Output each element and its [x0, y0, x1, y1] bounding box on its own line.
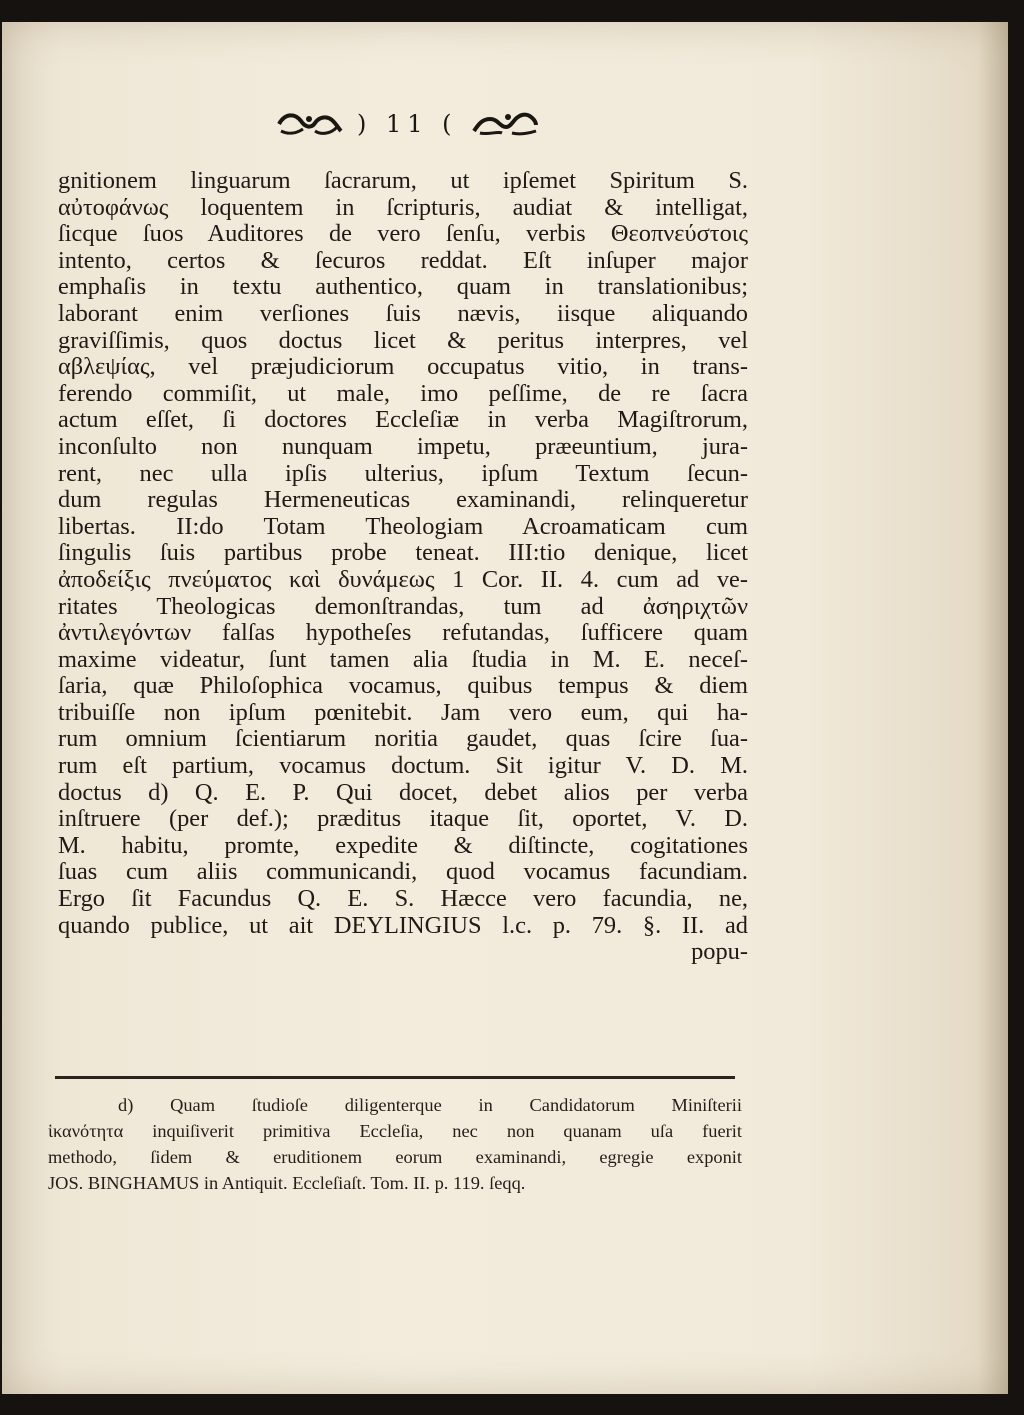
text-line: ἀντιλεγόντων falſas hypotheſes refutandas, ſufficere quam [58, 619, 748, 647]
text-line: tribuiſſe non ipſum pœnitebit. Jam vero eum, qui ha- [58, 698, 748, 726]
text-line: ἀποδείξις πνεύματος καὶ δυνάμεως 1 Cor. II. 4. cum ad ve- [58, 565, 748, 593]
text-line: inſtruere (per def.); præditus itaque ſit, oportet, V. D. [58, 805, 748, 833]
text-line: laborant enim verſiones ſuis nævis, iisque aliquando [58, 299, 748, 327]
text-line: ritates Theologicas demonſtrandas, tum ad ἀσηριχτῶν [58, 592, 748, 620]
text-line: dum regulas Hermeneuticas examinandi, relinqueretur [58, 486, 748, 514]
footnote-line: JOS. BINGHAMUS in Antiquit. Eccleſiaſt. Tom. II. p. 119. ſeqq. [48, 1173, 526, 1193]
catchword: popu- [691, 938, 748, 966]
text-line: ſicque ſuos Auditores de vero ſenſu, verbis Θεοπνεύστοις [58, 220, 748, 248]
text-line: quando publice, ut ait DEYLINGIUS l.c. p. 79. §. II. ad [58, 911, 748, 939]
text-line: M. habitu, promte, expedite & diſtincte, cogitationes [58, 831, 748, 859]
text-line: libertas. II:do Totam Theologiam Acroamaticam cum [58, 512, 748, 540]
text-line: ferendo commiſit, ut male, imo peſſime, de re ſacra [58, 379, 748, 407]
page-edge-shadow [978, 22, 1008, 1394]
footnote-line: methodo, ſidem & eruditionem eorum examinandi, egregie exponit [48, 1147, 742, 1167]
text-line: emphaſis in textu authentico, quam in translationibus; [58, 273, 748, 301]
footnote-separator-rule [55, 1076, 735, 1079]
left-ornament-icon [275, 111, 343, 137]
text-line: graviſſimis, quos doctus licet & peritus interpres, vel [58, 326, 748, 354]
text-line: gnitionem linguarum ſacrarum, ut ipſemet Spiritum S. [58, 167, 748, 194]
text-line: intento, certos & ſecuros reddat. Eſt inſuper major [58, 246, 748, 274]
text-line: rum eſt partium, vocamus doctum. Sit igitur V. D. M. [58, 752, 748, 780]
text-line: ſuas cum aliis communicandi, quod vocamus facundiam. [58, 858, 748, 886]
footnote-block [48, 1092, 742, 1196]
footnote-line: d) Quam ſtudioſe diligenterque in Candidatorum Miniſterii [118, 1095, 742, 1115]
page-number: ) 11 ( [357, 110, 458, 138]
main-text-block [58, 168, 748, 966]
text-line: αὐτοφάνως loquentem in ſcripturis, audiat & intelligat, [58, 193, 748, 221]
text-line: αβλεψίας, vel præjudiciorum occupatus vitio, in trans- [58, 353, 748, 381]
text-line: actum eſſet, ſi doctores Eccleſiæ in verba Magiſtrorum, [58, 406, 748, 434]
text-line: Ergo ſit Facundus Q. E. S. Hæcce vero facundia, ne, [58, 885, 748, 913]
running-header [275, 110, 575, 138]
footnote-line: ἱκανότητα inquiſiverit primitiva Eccleſia, nec non quanam uſa fuerit [48, 1121, 742, 1141]
text-line: ſaria, quæ Philoſophica vocamus, quibus tempus & diem [58, 672, 748, 700]
text-line: ſingulis ſuis partibus probe teneat. III:tio denique, licet [58, 539, 748, 567]
text-line: maxime videatur, ſunt tamen alia ſtudia in M. E. neceſ- [58, 645, 748, 673]
text-line: rent, nec ulla ipſis ulterius, ipſum Textum ſecun- [58, 459, 748, 487]
text-line: rum omnium ſcientiarum noritia gaudet, quas ſcire ſua- [58, 725, 748, 753]
right-ornament-icon [472, 111, 540, 137]
text-line: inconſulto non nunquam impetu, præeuntium, jura- [58, 432, 748, 460]
text-line: doctus d) Q. E. P. Qui docet, debet alios per verba [58, 778, 748, 806]
